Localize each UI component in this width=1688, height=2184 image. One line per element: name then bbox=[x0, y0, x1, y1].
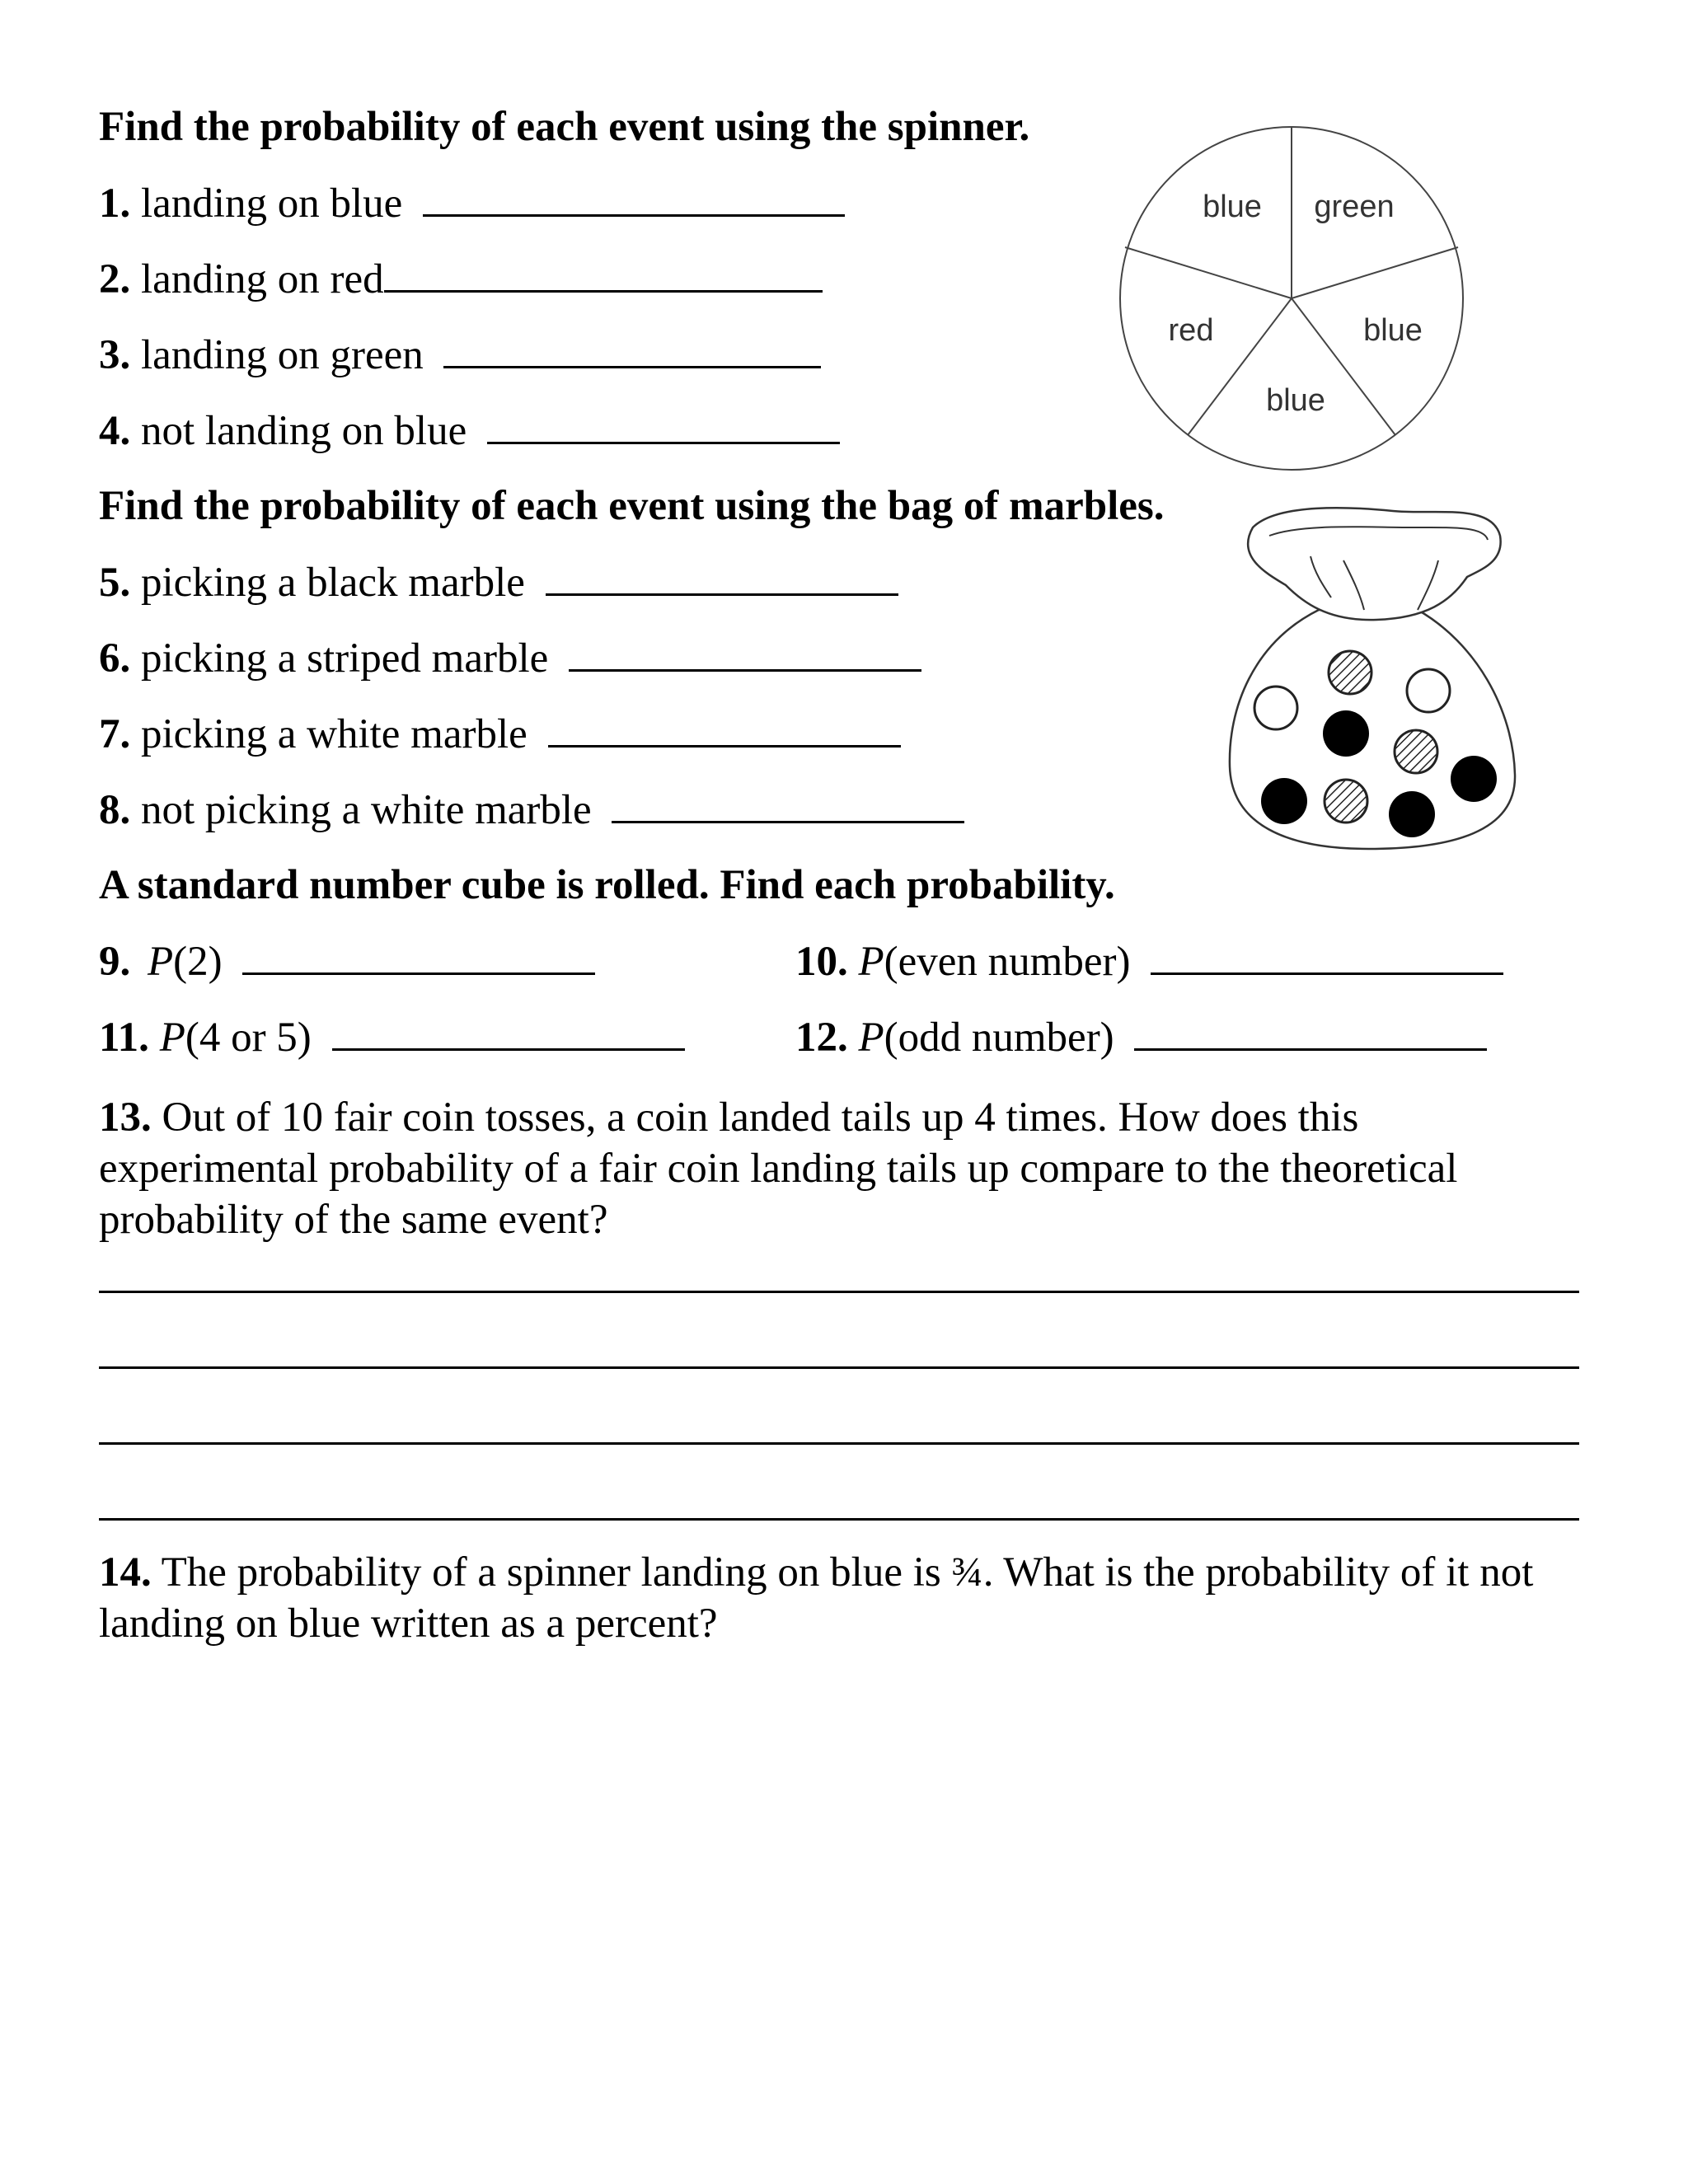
question-number: 9. bbox=[99, 939, 131, 985]
question-number: 13. bbox=[99, 1094, 152, 1141]
question-text: (4 or 5) bbox=[185, 1015, 312, 1061]
question-9 bbox=[99, 936, 595, 987]
question-3 bbox=[99, 330, 821, 380]
spinner-label: blue bbox=[1266, 383, 1325, 418]
marble-white bbox=[1254, 687, 1297, 729]
spinner-label: red bbox=[1168, 313, 1214, 348]
question-number: 8. bbox=[99, 787, 131, 833]
answer-line[interactable] bbox=[99, 1442, 1579, 1445]
spinner-label: green bbox=[1314, 190, 1395, 224]
answer-blank[interactable] bbox=[423, 178, 845, 217]
answer-blank[interactable] bbox=[546, 557, 898, 596]
answer-line[interactable] bbox=[99, 1518, 1579, 1521]
answer-blank[interactable] bbox=[1151, 936, 1503, 975]
question-2 bbox=[99, 254, 823, 304]
marble-white bbox=[1407, 669, 1450, 712]
marble-bag-diagram bbox=[1220, 494, 1525, 857]
question-text: Out of 10 fair coin tosses, a coin landed tails up 4 times. How does this experimental probability of a fair coin landing tails up compare to the theoretical probability of the same event? bbox=[99, 1094, 1458, 1243]
question-number: 7. bbox=[99, 711, 131, 757]
question-number: 3. bbox=[99, 332, 131, 378]
question-number: 1. bbox=[99, 180, 131, 227]
marble-black bbox=[1261, 778, 1307, 824]
probability-symbol: P bbox=[858, 1015, 884, 1061]
question-1 bbox=[99, 178, 845, 228]
spinner-diagram bbox=[1117, 124, 1467, 474]
section-heading-marbles: Find the probability of each event using the bag of marbles. bbox=[99, 483, 1165, 529]
question-7 bbox=[99, 709, 901, 759]
probability-symbol: P bbox=[148, 939, 174, 985]
answer-blank[interactable] bbox=[548, 709, 901, 748]
question-text: (2) bbox=[173, 939, 223, 985]
answer-blank[interactable] bbox=[569, 633, 921, 672]
question-number: 11. bbox=[99, 1015, 149, 1061]
spinner-label: blue bbox=[1363, 313, 1423, 348]
question-text: not picking a white marble bbox=[141, 787, 592, 833]
probability-symbol: P bbox=[858, 939, 884, 985]
section-heading-spinner: Find the probability of each event using the spinner. bbox=[99, 104, 1030, 150]
question-text: (odd number) bbox=[884, 1015, 1114, 1061]
question-5 bbox=[99, 557, 898, 607]
marble-striped bbox=[1325, 780, 1367, 823]
question-number: 10. bbox=[795, 939, 848, 985]
question-10 bbox=[795, 936, 1503, 987]
question-text: picking a striped marble bbox=[141, 635, 549, 682]
question-8 bbox=[99, 785, 964, 835]
question-text: (even number) bbox=[884, 939, 1131, 985]
marble-black bbox=[1389, 791, 1435, 837]
marble-striped bbox=[1329, 651, 1372, 694]
question-6 bbox=[99, 633, 921, 683]
question-text: landing on green bbox=[141, 332, 424, 378]
answer-blank[interactable] bbox=[487, 405, 840, 444]
answer-blank[interactable] bbox=[612, 785, 964, 823]
marble-striped bbox=[1395, 730, 1437, 773]
question-14 bbox=[99, 1547, 1582, 1649]
bag-neck bbox=[1248, 508, 1501, 620]
answer-line[interactable] bbox=[99, 1366, 1579, 1369]
question-number: 2. bbox=[99, 256, 131, 302]
question-4 bbox=[99, 405, 840, 456]
question-text: not landing on blue bbox=[141, 408, 467, 454]
question-text: picking a black marble bbox=[141, 560, 525, 606]
question-number: 6. bbox=[99, 635, 131, 682]
question-number: 14. bbox=[99, 1549, 152, 1596]
marble-black bbox=[1451, 756, 1497, 802]
answer-blank[interactable] bbox=[332, 1012, 685, 1051]
answer-blank[interactable] bbox=[1134, 1012, 1487, 1051]
question-text: landing on blue bbox=[141, 180, 403, 227]
question-number: 12. bbox=[795, 1015, 848, 1061]
question-text: The probability of a spinner landing on blue is ¾. What is the probability of it not landing on blue written as a percent? bbox=[99, 1549, 1534, 1647]
question-number: 4. bbox=[99, 408, 131, 454]
question-11 bbox=[99, 1012, 685, 1062]
answer-blank[interactable] bbox=[242, 936, 595, 975]
probability-symbol: P bbox=[159, 1015, 185, 1061]
question-text: landing on red bbox=[141, 256, 384, 302]
section-heading-number-cube: A standard number cube is rolled. Find each probability. bbox=[99, 862, 1115, 908]
question-number: 5. bbox=[99, 560, 131, 606]
answer-line[interactable] bbox=[99, 1291, 1579, 1293]
question-text: picking a white marble bbox=[141, 711, 528, 757]
answer-blank[interactable] bbox=[384, 254, 823, 293]
spinner-label: blue bbox=[1203, 190, 1262, 224]
answer-blank[interactable] bbox=[443, 330, 821, 368]
question-12 bbox=[795, 1012, 1487, 1062]
question-13 bbox=[99, 1092, 1582, 1245]
marble-black bbox=[1323, 710, 1369, 757]
